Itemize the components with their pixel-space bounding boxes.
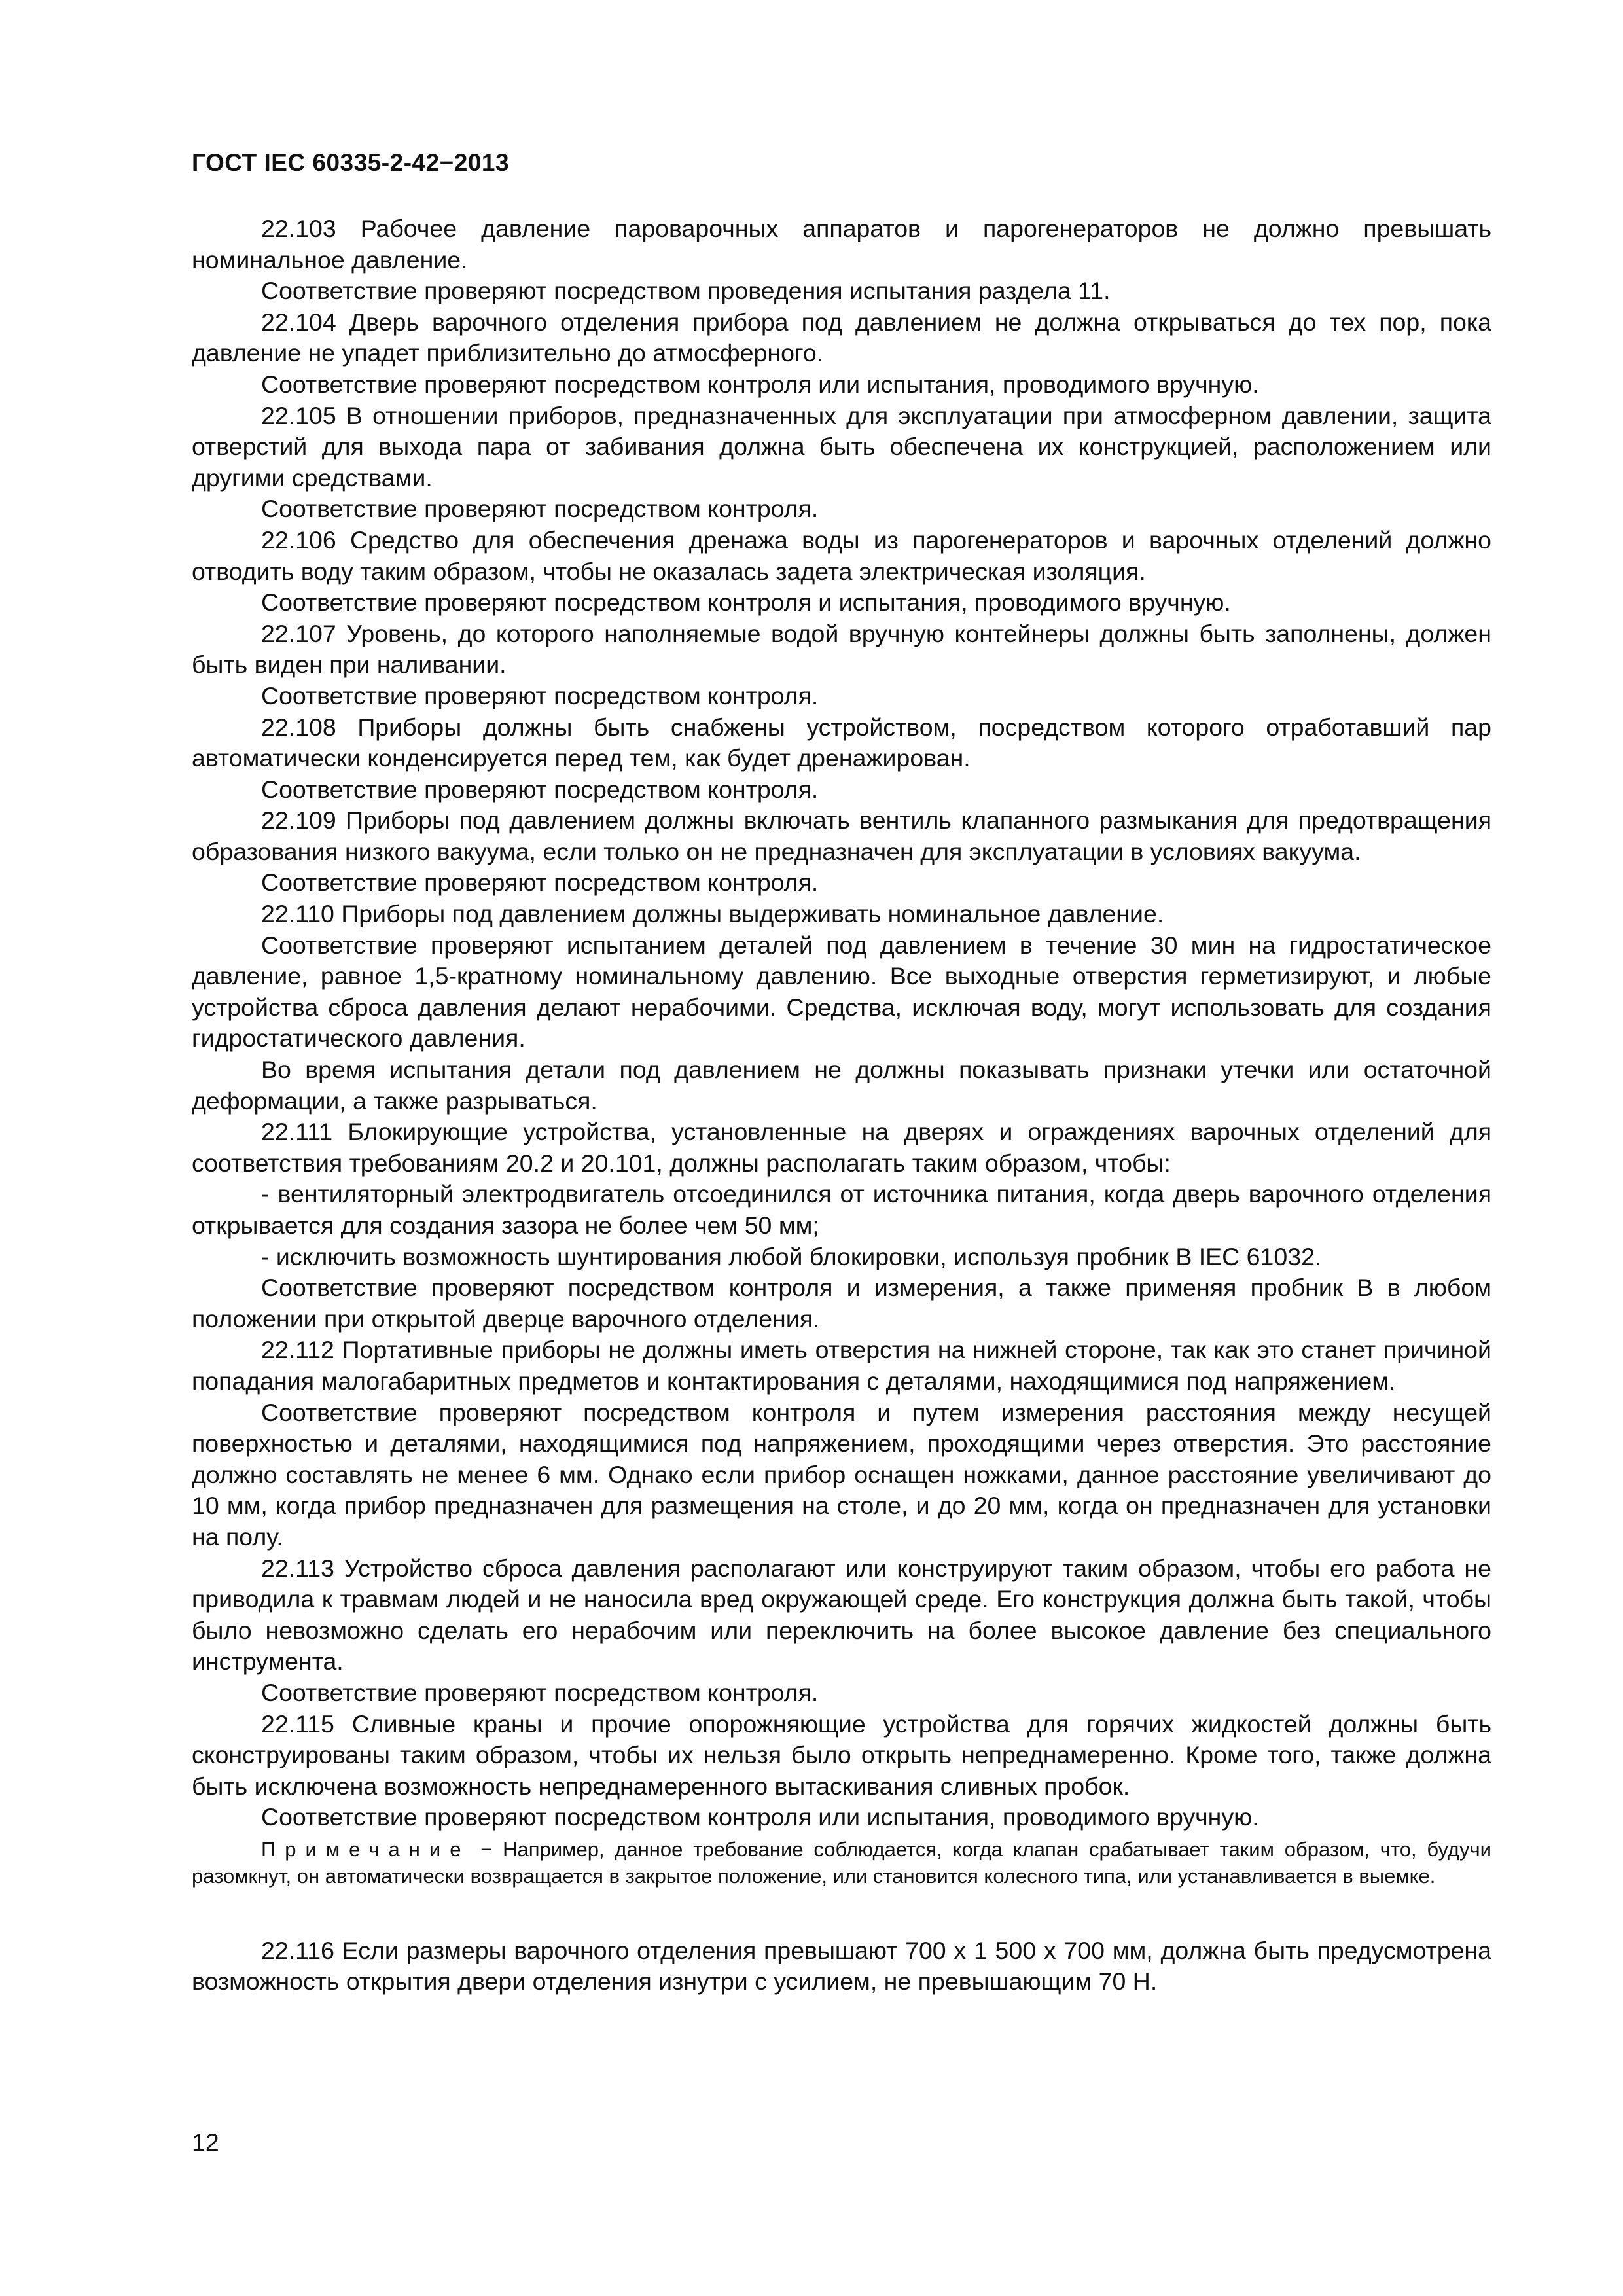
- paragraph: 22.109 Приборы под давлением должны включать вентиль клапанного размыкания для предотвращения образования низкого вакуума, если только он не предназначен для эксплуатации в условиях вакуума.: [192, 806, 1491, 865]
- paragraph: 22.108 Приборы должны быть снабжены устройством, посредством которого отработавший пар автоматически конденсируется перед тем, как будет дренажирован.: [192, 713, 1491, 772]
- paragraph: Во время испытания детали под давлением не должны показывать признаки утечки или остаточной деформации, а также разрываться.: [192, 1056, 1491, 1115]
- paragraph: Соответствие проверяют посредством проведения испытания раздела 11.: [261, 277, 1111, 305]
- note-text: Например, данное требование соблюдается, когда клапан срабатывает таким образом, что, будучи разомкнут, он автоматически возвращается в закрытое положение, или становится колесного типа, или устанавливается в выемке.: [192, 1837, 1491, 1888]
- paragraph: 22.103 Рабочее давление пароварочных аппаратов и парогенераторов не должно превышать номинальное давление.: [192, 215, 1491, 274]
- paragraph: Соответствие проверяют посредством контроля.: [261, 775, 819, 803]
- paragraph: 22.111 Блокирующие устройства, установленные на дверях и ограждениях варочных отделений для соответствия требованиям 20.2 и 20.101, должны располагать таким образом, чтобы:: [192, 1118, 1491, 1177]
- page-number: 12: [192, 2128, 219, 2156]
- paragraph: Соответствие проверяют посредством контроля.: [261, 1678, 819, 1706]
- list-item: - вентиляторный электродвигатель отсоединился от источника питания, когда дверь варочного отделения открывается для создания зазора не более чем 50 мм;: [192, 1180, 1491, 1239]
- paragraph: Соответствие проверяют посредством контроля.: [261, 681, 819, 709]
- paragraph: 22.107 Уровень, до которого наполняемые водой вручную контейнеры должны быть заполнены, должен быть виден при наливании.: [192, 619, 1491, 679]
- note: [192, 1836, 1491, 1890]
- list-item: - исключить возможность шунтирования любой блокировки, используя пробник B IEC 61032.: [261, 1242, 1322, 1270]
- paragraph: Соответствие проверяют посредством контроля и путем измерения расстояния между несущей поверхностью и деталями, находящимися под напряжением, проходящими через отверстия. Это расстояние должно составлять не менее 6 мм. Однако если прибор оснащен ножками, данное расстояние увеличивают до 10 мм, когда прибор предназначен для размещения на столе, и до 20 мм, когда он предназначен для установки на полу.: [192, 1398, 1491, 1551]
- paragraph: Соответствие проверяют посредством контроля или испытания, проводимого вручную.: [261, 370, 1259, 398]
- paragraph: 22.104 Дверь варочного отделения прибора под давлением не должна открываться до тех пор, пока давление не упадет приблизительно до атмосферного.: [192, 308, 1491, 367]
- paragraph: 22.113 Устройство сброса давления располагают или конструируют таким образом, чтобы его работа не приводила к травмам людей и не наносила вред окружающей среде. Его конструкция должна быть такой, чтобы было невозможно сделать его нерабочим или переключить на более высокое давление без специального инструмента.: [192, 1554, 1491, 1676]
- paragraph: 22.106 Средство для обеспечения дренажа воды из парогенераторов и варочных отделений должно отводить воду таким образом, чтобы не оказалась задета электрическая изоляция.: [192, 526, 1491, 585]
- paragraph: Соответствие проверяют посредством контроля.: [261, 495, 819, 523]
- paragraph: Соответствие проверяют посредством контроля.: [261, 869, 819, 897]
- paragraph: 22.112 Портативные приборы не должны иметь отверстия на нижней стороне, так как это станет причиной попадания малогабаритных предметов и контактирования с деталями, находящимися под напряжением.: [192, 1336, 1491, 1395]
- paragraph: 22.115 Сливные краны и прочие опорожняющие устройства для горячих жидкостей должны быть сконструированы таким образом, чтобы их нельзя было открыть непреднамеренно. Кроме того, также должна быть исключена возможность непреднамеренного вытаскивания сливных пробок.: [192, 1710, 1491, 1800]
- document-body: [192, 213, 1491, 1998]
- note-dash: −: [470, 1837, 503, 1861]
- paragraph: Соответствие проверяют посредством контроля и измерения, а также применяя пробник B в любом положении при открытой дверце варочного отделения.: [192, 1274, 1491, 1333]
- paragraph: Соответствие проверяют испытанием деталей под давлением в течение 30 мин на гидростатическое давление, равное 1,5-кратному номинальному давлению. Все выходные отверстия герметизируют, и любые устройства сброса давления делают нерабочими. Средства, исключая воду, могут использовать для создания гидростатического давления.: [192, 931, 1491, 1052]
- paragraph: 22.110 Приборы под давлением должны выдерживать номинальное давление.: [261, 900, 1164, 928]
- paragraph: Соответствие проверяют посредством контроля или испытания, проводимого вручную.: [261, 1803, 1259, 1831]
- paragraph: 22.105 В отношении приборов, предназначенных для эксплуатации при атмосферном давлении, защита отверстий для выхода пара от забивания должна быть обеспечена их конструкцией, расположением или другими средствами.: [192, 401, 1491, 492]
- paragraph: 22.116 Если размеры варочного отделения превышают 700 x 1 500 x 700 мм, должна быть предусмотрена возможность открытия двери отделения изнутри с усилием, не превышающим 70 Н.: [192, 1936, 1491, 1996]
- paragraph: Соответствие проверяют посредством контроля и испытания, проводимого вручную.: [261, 588, 1231, 617]
- note-label: Примечание: [261, 1837, 471, 1861]
- document-header: ГОСТ IEC 60335-2-42−2013: [192, 149, 510, 176]
